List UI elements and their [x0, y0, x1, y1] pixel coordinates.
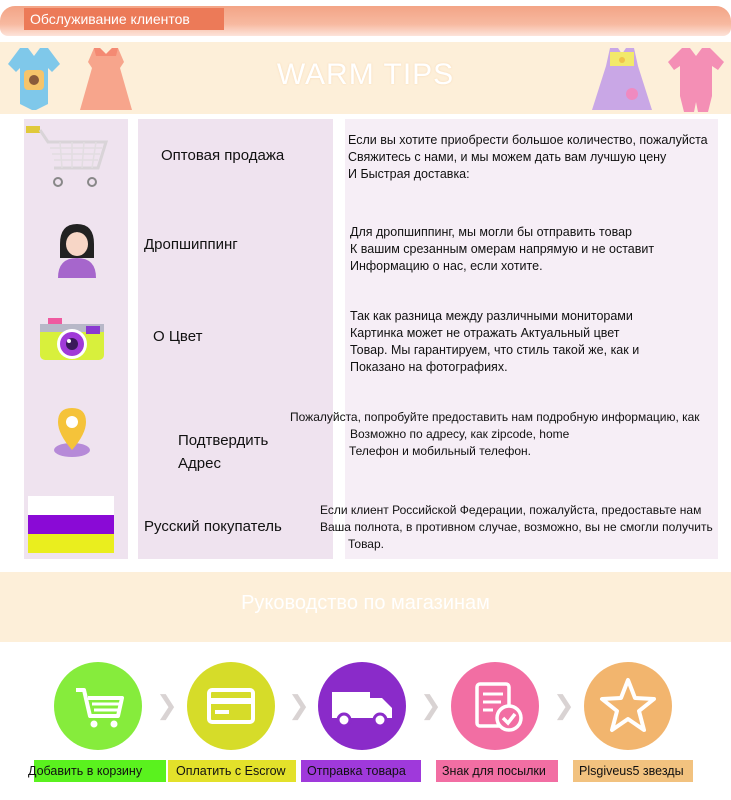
baby-romper-icon [6, 44, 62, 112]
banner-title: WARM TIPS [276, 58, 455, 91]
step-label-sign-package: Знак для посылки [436, 760, 558, 782]
truck-icon [318, 662, 406, 750]
tip-name-russian-buyer: Русский покупатель [144, 518, 282, 535]
camera-icon [38, 318, 106, 364]
star-icon [584, 662, 672, 750]
step-arrow-3: ❯ [420, 690, 442, 720]
location-pin-icon [52, 406, 92, 458]
tip-name-color: О Цвет [153, 328, 203, 345]
tip-name-dropshipping: Дропшиппинг [144, 236, 238, 253]
tip-description-color: Так как разница между различными мониторами Картинка может не отражать Актуальный цвет Товар. Мы гарантируем, что стиль такой же, как и Показано на фотографиях. [350, 309, 640, 374]
shopping-cart-icon [26, 124, 112, 188]
step-label-five-stars: Plsgiveus5 звезды [573, 760, 693, 782]
cart-icon [54, 662, 142, 750]
step-arrow-1: ❯ [156, 690, 178, 720]
woman-avatar-icon [54, 222, 100, 278]
tip-name-wholesale: Оптовая продажа [161, 147, 285, 164]
step-label-shipping: Отправка товара [301, 760, 421, 782]
step-shipping [318, 662, 406, 750]
pink-romper-icon [664, 46, 728, 114]
shopping-guide-title: Руководство по магазинам [241, 592, 490, 614]
page-title: Обслуживание клиентов [24, 8, 224, 30]
tip-name-confirm-address-2: Адрес [178, 455, 221, 472]
russian-flag-icon [28, 496, 114, 553]
step-sign-package [451, 662, 539, 750]
step-pay-escrow [187, 662, 275, 750]
step-add-to-cart [54, 662, 142, 750]
step-arrow-4: ❯ [553, 690, 575, 720]
tip-description-russian-buyer: Если клиент Российской Федерации, пожалуйста, предоставьте нам Ваша полнота, в противном случае, возможно, вы не смогли получить Товар. [320, 503, 713, 551]
card-icon [187, 662, 275, 750]
tip-description-wholesale: Если вы хотите приобрести большое количество, пожалуйста Свяжитесь с нами, и мы можем дать вам лучшую цену И Быстрая доставка: [348, 133, 708, 181]
tip-description-dropshipping: Для дропшиппинг, мы могли бы отправить товар К вашим срезанным омерам напрямую и не оставит Информацию о нас, если хотите. [350, 225, 655, 273]
document-check-icon [451, 662, 539, 750]
tip-name-confirm-address-1: Подтвердить [178, 432, 269, 449]
purple-dress-icon [588, 46, 656, 112]
step-arrow-2: ❯ [288, 690, 310, 720]
baby-dress-icon [76, 44, 136, 112]
step-label-add-to-cart: Добавить в корзину [24, 760, 146, 782]
step-five-stars [584, 662, 672, 750]
tip-description-address: Пожалуйста, попробуйте предоставить нам подробную информацию, как Возможно по адресу, как zipcode, home Телефон и мобильный телефон. [290, 410, 700, 458]
step-label-pay-escrow: Оплатить с Escrow [168, 760, 296, 782]
